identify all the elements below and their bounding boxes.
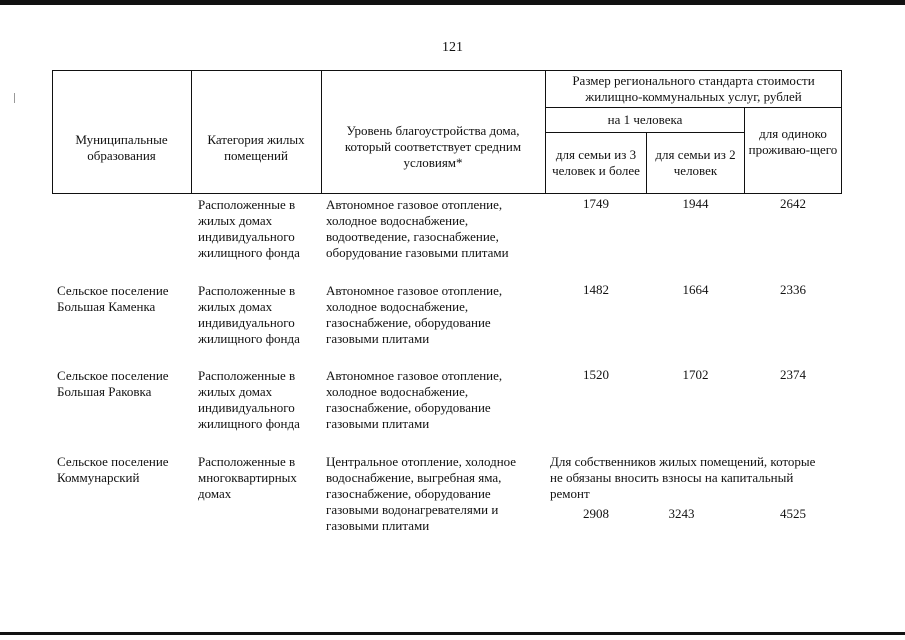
row3-family3: 1520 (583, 367, 609, 382)
row2-family3: 1482 (583, 282, 609, 297)
header-per-person: на 1 человека (607, 112, 683, 127)
row4-single: 4525 (780, 506, 806, 521)
table-header (52, 70, 842, 194)
header-family3: для семьи из 3 человек и более (552, 147, 640, 178)
row2-municipality: Сельское поселение Большая Каменка (57, 283, 169, 314)
header-vrule (646, 132, 647, 194)
header-vrule (52, 70, 53, 194)
header-rule-per-person (545, 132, 744, 133)
page-number: 121 (442, 40, 463, 55)
header-vrule (841, 70, 842, 194)
row3-municipality: Сельское поселение Большая Раковка (57, 368, 169, 399)
row4-category: Расположенные в многоквартирных домах (198, 454, 297, 501)
row3-category: Расположенные в жилых домах индивидуального жилищного фонда (198, 368, 300, 431)
header-family2: для семьи из 2 человек (655, 147, 736, 178)
row4-family2: 3243 (668, 506, 695, 521)
row3-single: 2374 (780, 367, 806, 382)
row2-category: Расположенные в жилых домах индивидуального жилищного фонда (198, 283, 300, 346)
row3-family2: 1702 (682, 367, 709, 382)
header-rule-standard (545, 107, 842, 108)
header-vrule (545, 70, 546, 194)
row4-municipality: Сельское поселение Коммунарский (57, 454, 169, 485)
scan-margin-mark (14, 93, 15, 103)
row2-level: Автономное газовое отопление, холодное водоснабжение, газоснабжение, оборудование газовыми плитами (326, 283, 503, 346)
header-vrule (744, 107, 745, 194)
scan-top-border (0, 0, 905, 5)
row2-single: 2336 (780, 282, 806, 297)
row4-note: Для собственников жилых помещений, которые не обязаны вносить взносы на капитальный ремонт (550, 454, 816, 501)
row4-level: Центральное отопление, холодное водоснабжение, выгребная яма, газоснабжение, оборудование газовыми водонагревателями и газовыми плитами (326, 454, 517, 533)
header-bottom-rule (52, 193, 842, 194)
header-vrule (321, 70, 322, 194)
row1-family2: 1944 (682, 196, 709, 211)
row1-single: 2642 (780, 196, 806, 211)
header-vrule (191, 70, 192, 194)
row4-family3: 2908 (583, 506, 609, 521)
row1-category: Расположенные в жилых домах индивидуального жилищного фонда (198, 197, 300, 260)
row3-level: Автономное газовое отопление, холодное водоснабжение, газоснабжение, оборудование газовыми плитами (326, 368, 503, 431)
row2-family2: 1664 (682, 282, 709, 297)
header-standard: Размер регионального стандарта стоимости жилищно-коммунальных услуг, рублей (572, 73, 815, 104)
header-category: Категория жилых помещений (207, 132, 305, 163)
header-municipality: Муниципальные образования (75, 132, 168, 163)
row1-family3: 1749 (583, 196, 609, 211)
header-single: для одиноко проживаю-щего (748, 126, 838, 157)
header-level: Уровень благоустройства дома, который соответствует средним условиям* (344, 123, 522, 170)
scan-bottom-border (0, 632, 905, 635)
row1-level: Автономное газовое отопление, холодное водоснабжение, водоотведение, газоснабжение, оборудование газовыми плитами (326, 197, 509, 260)
header-top-rule (52, 70, 842, 71)
